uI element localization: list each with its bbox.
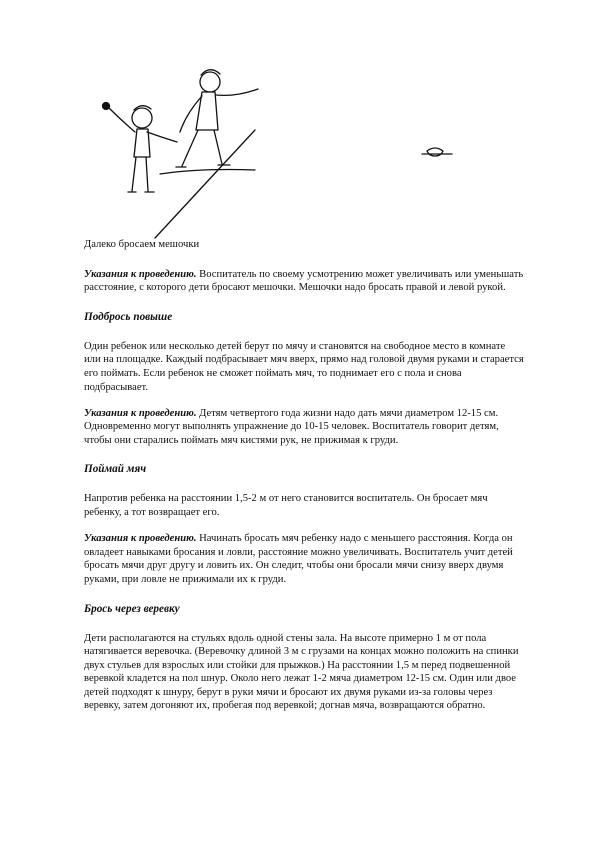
paragraph bbox=[84, 492, 524, 519]
section-title: Брось через веревку bbox=[84, 602, 180, 615]
paragraph-label: Указания к проведению. bbox=[84, 407, 197, 419]
children-throwing-bags-icon bbox=[90, 62, 470, 240]
section-title: Поймай мяч bbox=[84, 463, 147, 476]
paragraph-label: Указания к проведению. bbox=[84, 268, 197, 280]
illustration-caption: Далеко бросаем мешочки bbox=[84, 239, 200, 250]
illustration bbox=[90, 62, 470, 240]
paragraph-text: Дети располагаются на стульях вдоль одной стены зала. На высоте примерно 1 м от пола натягивается веревочка. (Веревочку длиной 3 м с грузами на концах можно положить на спинки двух стульев для взрослых или стойки для прыжков.) На расстоянии 1,5 м перед подвешенной веревкой кладется на пол шнур. Около него лежат 1-2 мяча диаметром 12-15 см. Один или двое детей подходят к шнуру, берут в руки мячи и бросают их двумя руками из-за головы через веревку, затем догоняют их, пробегая под веревкой; догнав мяча, возвращаются обратно. bbox=[84, 632, 519, 712]
paragraph-text: Начинать бросать мяч ребенку надо с меньшего расстояния. Когда он овладеет навыками бросания и ловли, расстояние можно увеличивать. Воспитатель учит детей бросать мячи друг другу и ловить их. Он следит, чтобы они бросали мячи снизу вверх двумя руками, при ловле не прижимали их к груди. bbox=[84, 533, 513, 585]
paragraph bbox=[84, 407, 524, 448]
paragraph bbox=[84, 268, 524, 295]
paragraph bbox=[84, 532, 524, 586]
document-body bbox=[84, 238, 524, 726]
paragraph-text: Воспитатель по своему усмотрению может увеличивать или уменьшать расстояние, с которого дети бросают мешочки. Мешочки надо бросать правой и левой рукой. bbox=[84, 268, 524, 294]
paragraph bbox=[84, 340, 524, 394]
paragraph-text: Детям четвертого года жизни надо дать мячи диаметром 12-15 см. Одновременно могут выполнять упражнение до 10-15 человек. Воспитатель говорит детям, чтобы они старались поймать мяч кистями рук, не прижимая к груди. bbox=[84, 407, 499, 446]
section-title: Подбрось повыше bbox=[84, 310, 173, 323]
paragraph-text: Один ребенок или несколько детей берут по мячу и становятся на свободное место в комнате или на площадке. Каждый подбрасывает мяч вверх, прямо над головой двумя руками и старается его поймать. Если ребенок не сможет поймать мяч, то поднимает его с пола и снова подбрасывает. bbox=[84, 340, 524, 393]
paragraph-text: Напротив ребенка на расстоянии 1,5-2 м от него становится воспитатель. Он бросает мяч ребенку, а тот возвращает его. bbox=[84, 493, 488, 519]
paragraph-label: Указания к проведению. bbox=[84, 533, 197, 545]
paragraph bbox=[84, 632, 524, 714]
